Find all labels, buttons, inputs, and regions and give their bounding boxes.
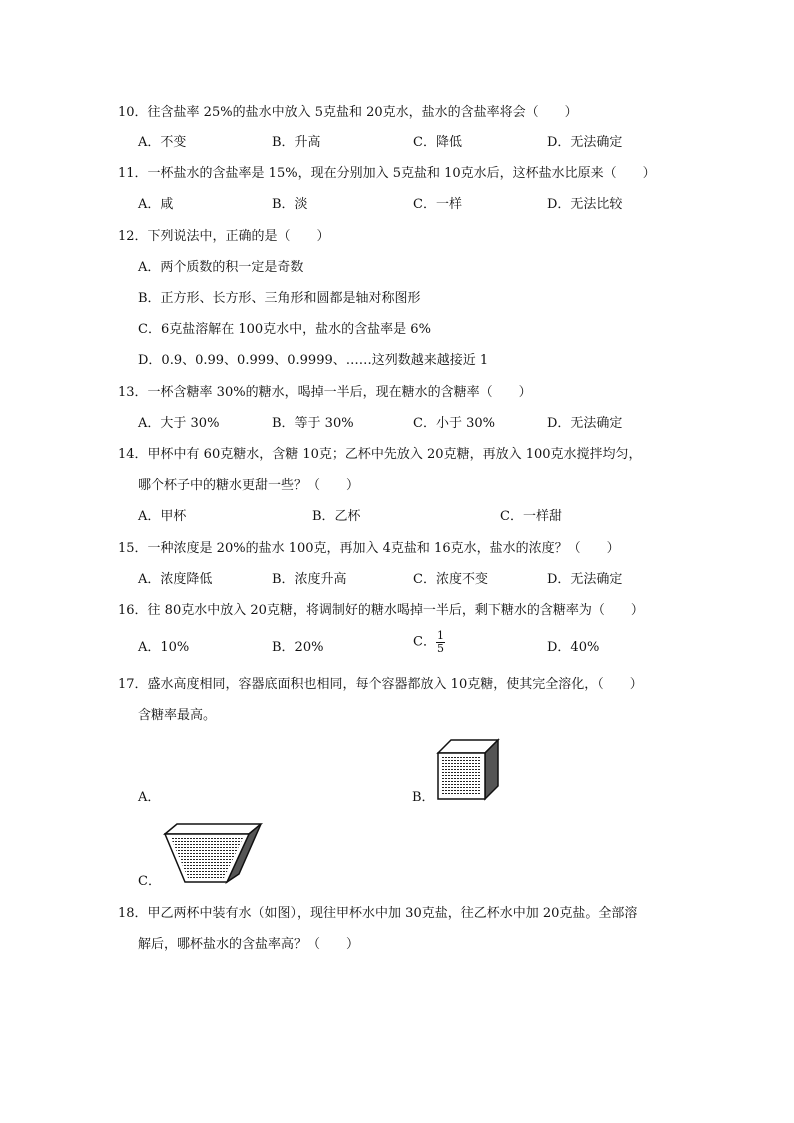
q16-option-a: A．10% — [138, 640, 190, 655]
q17-option-a: A． — [138, 790, 161, 805]
q15-option-b: B．浓度升高 — [272, 572, 347, 587]
q11-option-a: A．咸 — [138, 197, 174, 212]
q15-option-d: D．无法确定 — [547, 572, 623, 587]
question-10-stem: 10．往含盐率 25%的盐水中放入 5克盐和 20克水，盐水的含盐率将会（ ） — [118, 105, 578, 120]
q10-option-b: B．升高 — [272, 135, 321, 150]
q14-option-a: A．甲杯 — [138, 509, 187, 524]
question-18-stem-line1: 18．甲乙两杯中装有水（如图），现往甲杯水中加 30克盐，往乙杯水中加 20克盐。全部溶 — [118, 906, 638, 921]
q10-option-c: C．降低 — [413, 135, 462, 150]
q17-option-c: C． — [138, 874, 161, 889]
question-14-stem-line1: 14．甲杯中有 60克糖水，含糖 10克；乙杯中先放入 20克糖，再放入 100克水搅拌均匀， — [118, 447, 642, 462]
q16-option-b: B．20% — [272, 640, 324, 655]
q15-option-a: A．浓度降低 — [138, 572, 213, 587]
q17-option-b: B． — [412, 790, 435, 805]
q13-option-d: D．无法确定 — [547, 416, 623, 431]
cube-container-figure — [436, 738, 502, 802]
question-17-stem-line2: 含糖率最高。 — [138, 708, 217, 723]
question-17-stem-line1: 17．盛水高度相同，容器底面积也相同，每个容器都放入 10克糖，使其完全溶化，（ ） — [118, 677, 643, 692]
question-15-stem: 15．一种浓度是 20%的盐水 100克，再加入 4克盐和 16克水，盐水的浓度？（ ） — [118, 541, 620, 556]
q10-option-d: D．无法确定 — [547, 135, 623, 150]
q14-option-b: B．乙杯 — [312, 509, 361, 524]
q14-option-c: C．一样甜 — [500, 509, 562, 524]
q12-option-a: A．两个质数的积一定是奇数 — [138, 260, 304, 275]
question-12-stem: 12．下列说法中，正确的是（ ） — [118, 229, 330, 244]
fraction-numerator: 1 — [436, 629, 444, 642]
q12-option-c: C．6克盐溶解在 100克水中，盐水的含盐率是 6% — [138, 322, 431, 337]
q16-option-d: D．40% — [547, 640, 600, 655]
q16-option-c — [413, 630, 445, 655]
question-14-stem-line2: 哪个杯子中的糖水更甜一些？（ ） — [138, 478, 360, 493]
q13-option-c: C．小于 30% — [413, 416, 495, 431]
q11-option-d: D．无法比较 — [547, 197, 623, 212]
q16-option-c-label: C． — [413, 634, 436, 650]
q12-option-b: B．正方形、长方形、三角形和圆都是轴对称图形 — [138, 291, 421, 306]
q13-option-a: A．大于 30% — [138, 416, 220, 431]
q13-option-b: B．等于 30% — [272, 416, 354, 431]
q12-option-d: D．0.9、0.99、0.999、0.9999、……这列数越来越接近 1 — [138, 353, 489, 368]
q15-option-c: C．浓度不变 — [413, 572, 488, 587]
question-16-stem: 16．往 80克水中放入 20克糖，将调制好的糖水喝掉一半后，剩下糖水的含糖率为（ ） — [118, 603, 644, 618]
question-18-stem-line2: 解后，哪杯盐水的含盐率高？（ ） — [138, 937, 360, 952]
q11-option-c: C．一样 — [413, 197, 462, 212]
q10-option-a: A．不变 — [138, 135, 187, 150]
question-13-stem: 13．一杯含糖率 30%的糖水，喝掉一半后，现在糖水的含糖率（ ） — [118, 385, 532, 400]
q11-option-b: B．淡 — [272, 197, 308, 212]
fraction-denominator: 5 — [436, 642, 444, 655]
fraction — [436, 630, 445, 655]
trapezoid-container-figure — [163, 822, 267, 886]
question-11-stem: 11．一杯盐水的含盐率是 15%，现在分别加入 5克盐和 10克水后，这杯盐水比原来（ ） — [118, 166, 656, 181]
